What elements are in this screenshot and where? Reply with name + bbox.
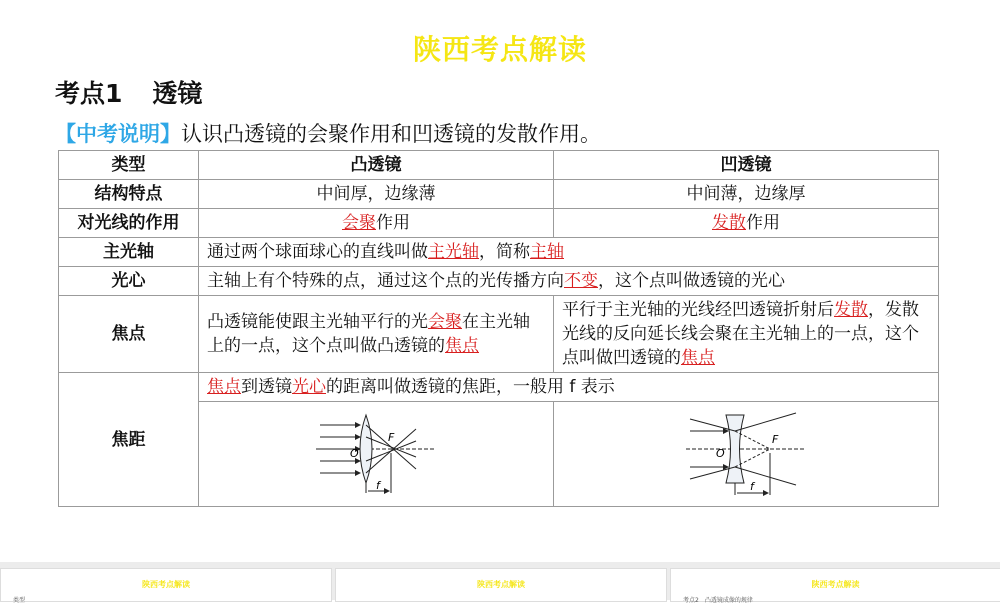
slide-title: 陕西考点解读 [412, 33, 587, 66]
label-f-focus: F [388, 431, 395, 444]
cell-text: 凸透镜能使跟主光轴平行的光 [207, 312, 428, 332]
table-cell [199, 373, 939, 402]
label-o: O [716, 447, 725, 460]
heading-number: 考点1 [55, 79, 123, 108]
thumbnail-subtitle: 类型 [13, 597, 26, 604]
section-heading [55, 74, 202, 110]
slide-thumbnail[interactable] [335, 568, 667, 602]
cell-text: 在主光轴上的一点，这个点叫做凸透镜的 [207, 312, 530, 356]
header-concave: 凹透镜 [554, 151, 939, 180]
exam-note [55, 118, 601, 148]
answer-text: 光心 [292, 377, 326, 397]
label-o: O [350, 447, 359, 460]
table-row [59, 238, 939, 267]
table-header-row [59, 151, 939, 180]
table-row [59, 209, 939, 238]
cell-text: 通过两个球面球心的直线叫做 [207, 242, 428, 262]
label-f-focus: F [772, 433, 779, 446]
table-cell: 中间薄，边缘厚 [554, 180, 939, 209]
note-tag: 【中考说明】 [55, 122, 181, 146]
cell-text: 主轴上有个特殊的点，通过这个点的光传播方向 [207, 271, 564, 291]
cell-text: 作用 [746, 213, 780, 233]
cell-text: ，发散光线的反向延长线会聚在主光轴上的一点，这个点叫做凹透镜的 [562, 300, 919, 368]
table-cell [199, 296, 554, 373]
header-convex: 凸透镜 [199, 151, 554, 180]
thumbnail-title: 陕西考点解读 [477, 580, 525, 589]
table-cell [199, 238, 939, 267]
table-cell [199, 267, 939, 296]
table-row [59, 180, 939, 209]
slide-thumbnail-strip [0, 562, 1000, 604]
cell-text: 到透镜 [241, 377, 292, 397]
concave-diagram-cell [554, 402, 939, 507]
cell-text: 作用 [376, 213, 410, 233]
row-label: 焦距 [59, 373, 199, 507]
cell-text: ，简称 [479, 242, 530, 262]
table-row [59, 296, 939, 373]
answer-text: 会聚 [342, 213, 376, 233]
cell-text: 平行于主光轴的光线经凹透镜折射后 [562, 300, 834, 320]
answer-text: 发散 [834, 300, 868, 320]
answer-text: 焦点 [681, 348, 715, 368]
thumbnail-title: 陕西考点解读 [142, 580, 190, 589]
table-cell [199, 209, 554, 238]
row-label: 对光线的作用 [59, 209, 199, 238]
answer-text: 发散 [712, 213, 746, 233]
thumbnail-title: 陕西考点解读 [811, 580, 860, 589]
label-f-length: f [376, 479, 380, 492]
table-row [59, 373, 939, 402]
slide-thumbnail[interactable] [0, 568, 332, 602]
cell-text: 的距离叫做透镜的焦距，一般用 f 表示 [326, 377, 615, 397]
table-cell [554, 209, 939, 238]
table-cell [554, 296, 939, 373]
answer-text: 不变 [564, 271, 598, 291]
header-type: 类型 [59, 151, 199, 180]
heading-text: 透镜 [152, 79, 203, 108]
answer-text: 焦点 [445, 336, 479, 356]
row-label: 结构特点 [59, 180, 199, 209]
cell-text: ，这个点叫做透镜的光心 [598, 271, 785, 291]
slide-thumbnail[interactable] [670, 568, 1000, 602]
label-f-length: f [750, 480, 754, 493]
convex-diagram-cell [199, 402, 554, 507]
convex-lens-diagram [316, 411, 436, 497]
table-row [59, 267, 939, 296]
note-text: 认识凸透镜的会聚作用和凹透镜的发散作用。 [181, 122, 601, 146]
answer-text: 主轴 [530, 242, 564, 262]
table-cell: 中间厚，边缘薄 [199, 180, 554, 209]
answer-text: 焦点 [207, 377, 241, 397]
concave-lens-diagram [686, 411, 806, 497]
row-label: 主光轴 [59, 238, 199, 267]
row-label: 光心 [59, 267, 199, 296]
row-label: 焦点 [59, 296, 199, 373]
lens-table [58, 150, 939, 507]
answer-text: 主光轴 [428, 242, 479, 262]
answer-text: 会聚 [428, 312, 462, 332]
thumbnail-subtitle: 考点2 凸透镜成像的规律 [683, 597, 753, 604]
